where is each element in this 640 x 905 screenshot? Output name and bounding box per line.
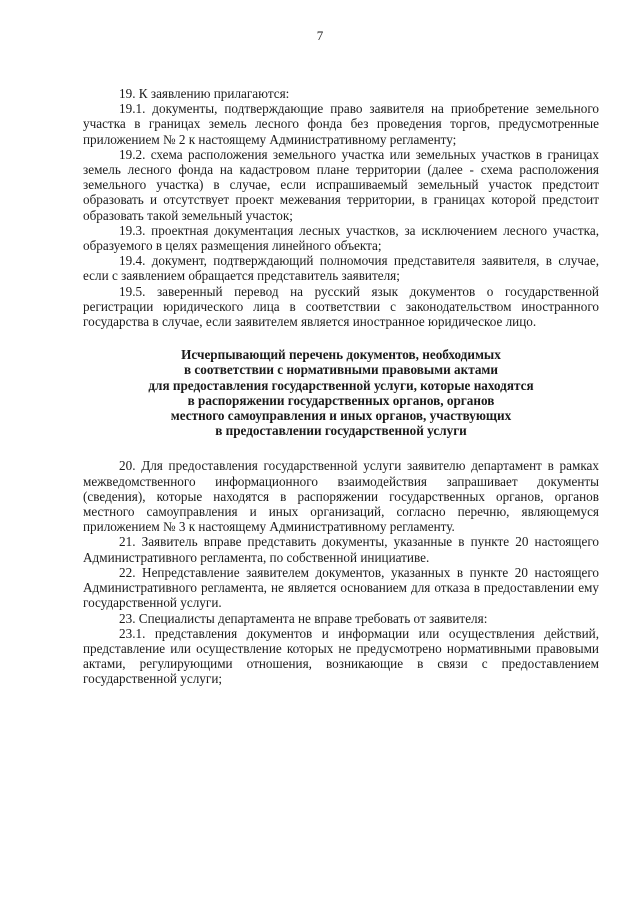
paragraph-21: 21. Заявитель вправе представить документы, указанные в пункте 20 настоящего Административного регламента, по собственной инициативе. — [83, 534, 599, 565]
paragraph-19-1: 19.1. документы, подтверждающие право заявителя на приобретение земельного участка в границах земель лесного фонда без проведения торгов, предусмотренные приложением № 2 к настоящему Административному регламенту; — [83, 101, 599, 147]
section-heading — [83, 347, 599, 438]
heading-line: в распоряжении государственных органов, органов — [187, 392, 495, 408]
paragraph-19: 19. К заявлению прилагаются: — [119, 86, 290, 101]
paragraph-19-2: 19.2. схема расположения земельного участка или земельных участков в границах земель лесного фонда на кадастровом плане территории (далее - схема расположения земельного участка) в случае, если испрашиваемый земельный участок предстоит образовать и отсутствует проект межевания территории, в границах которой предстоит образовать такой земельный участок; — [83, 146, 599, 223]
heading-line: местного самоуправления и иных органов, участвующих — [170, 408, 512, 424]
paragraph-22: 22. Непредставление заявителем документов, указанных в пункте 20 настоящего Административного регламента, не является основанием для отказа в предоставлении ему государственной услуги. — [83, 564, 599, 611]
paragraph-23-1: 23.1. представления документов и информации или осуществления действий, представление или осуществление которых не предусмотрено нормативными правовыми актами, регулирующими отношения, возникающие в связи с предоставлением государственной услуги; — [83, 625, 599, 687]
document-body — [83, 86, 599, 687]
paragraph-19-5: 19.5. заверенный перевод на русский язык документов о государственной регистрации юридического лица в соответствии с законодательством иностранного государства в случае, если заявителем является иностранное юридическое лицо. — [83, 283, 599, 330]
paragraph-19-4: 19.4. документ, подтверждающий полномочия представителя заявителя, в случае, если с заявлением обращается представитель заявителя; — [83, 253, 599, 284]
paragraph-23: 23. Специалисты департамента не вправе требовать от заявителя: — [119, 610, 488, 626]
heading-line: для предоставления государственной услуги, которые находятся — [148, 377, 534, 393]
heading-line: в предоставлении государственной услуги — [215, 423, 467, 439]
heading-line: Исчерпывающий перечень документов, необходимых — [181, 347, 501, 363]
heading-line: в соответствии с нормативными правовыми актами — [183, 362, 499, 378]
paragraph-20: 20. Для предоставления государственной услуги заявителю департамент в рамках межведомственного информационного взаимодействия запрашивает документы (сведения), которые находятся в распоряжении государственных органов, органов местного самоуправления и иных организаций, согласно перечню, являющемуся приложением № 3 к настоящему Административному регламенту. — [83, 458, 599, 535]
page-number: 7 — [316, 28, 324, 43]
paragraph-19-3: 19.3. проектная документация лесных участков, за исключением лесного участка, образуемого в целях размещения линейного объекта; — [83, 222, 599, 254]
